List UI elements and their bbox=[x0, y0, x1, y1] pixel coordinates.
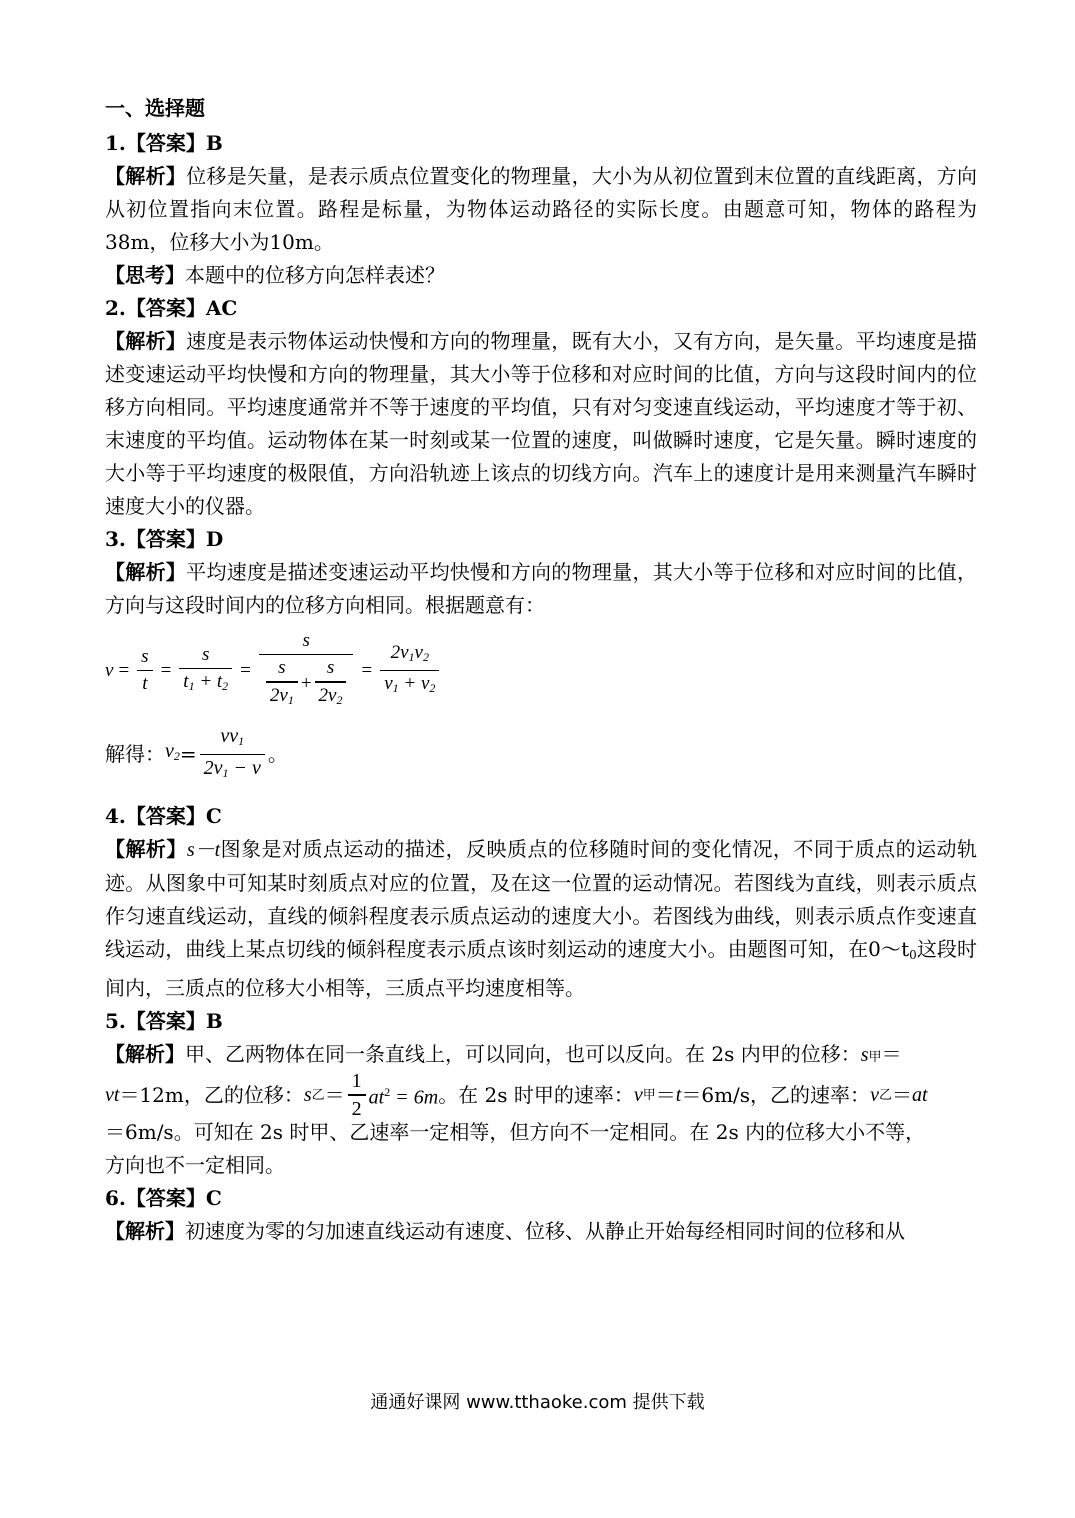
q1-analysis bbox=[105, 160, 977, 259]
q5-answer: 5.【答案】B bbox=[105, 1009, 223, 1034]
q3-answer: 3.【答案】D bbox=[105, 527, 224, 551]
q1-answer: 1.【答案】B bbox=[105, 131, 223, 155]
q2-answer: 2.【答案】AC bbox=[105, 296, 238, 320]
analysis-label: 【解析】 bbox=[105, 837, 187, 862]
q4-analysis-text: 图象是对质点运动的描述，反映质点的位移随时间的变化情况，不同于质点的运动轨迹。从图象中可知某时刻质点对应的位置，及在这一位置的运动情况。若图线为直线，则表示质点作匀速直线运动，直线的倾斜程度表示质点运动的速度大小。若图线为曲线，则表示质点作变速直线运动，曲线上某点切线的倾斜程度表示质点该时刻运动的速度大小。由题图可知，在0～t bbox=[105, 837, 978, 962]
q1-think bbox=[105, 259, 977, 292]
q3-solution: 解得： $v_2$ = $\frac{vv_1}{2v_1 - v}$ 。 bbox=[105, 724, 288, 781]
analysis-label: 【解析】 bbox=[105, 1219, 185, 1244]
q3-equation: v = $\frac{s}{t}$ = $\frac{s}{t_1 + t_2}$ = s $\frac{s}{2v_1}$ + $\frac{s}{2v_2}$ = $\frac{2v_1v_2}{v_1 + v_2}$ bbox=[105, 628, 977, 713]
q6-analysis-text: 初速度为零的匀加速直线运动有速度、位移、从静止开始每经相同时间的位移和从 bbox=[185, 1219, 905, 1244]
q6-answer: 6.【答案】C bbox=[105, 1186, 222, 1211]
section-title: 一、选择题 bbox=[105, 96, 205, 120]
q5-line4: 方向也不一定相同。 bbox=[105, 1153, 285, 1178]
q6-analysis bbox=[105, 1215, 977, 1248]
q4-st: s－t bbox=[186, 839, 221, 862]
q3-analysis bbox=[105, 556, 977, 622]
q5-analysis: 【解析】甲、乙两物体在同一条直线上，可以同向，也可以反向。在 2s 内甲的位移：s甲＝ bbox=[105, 1042, 902, 1067]
q4-analysis: 【解析】s－t图象是对质点运动的描述，反映质点的位移随时间的变化情况，不同于质点的运动轨迹。从图象中可知某时刻质点对应的位置，及在这一位置的运动情况。若图线为直线，则表示质点作匀速直线运动，直线的倾斜程度表示质点运动的速度大小。若图线为曲线，则表示质点作变速直线运动，曲线上某点切线的倾斜程度表示质点该时刻运动的速度大小。由题图可知，在$0\sim t_0$这段时间内，三质点的位移大小相等，三质点平均速度相等。 bbox=[105, 837, 978, 1001]
solve-end: 。 bbox=[267, 741, 288, 766]
analysis-label: 【解析】 bbox=[105, 329, 187, 353]
q1-think-text: 本题中的位移方向怎样表述？ bbox=[185, 263, 445, 287]
q4-analysis-end: 这段时间内，三质点的位移大小相等，三质点平均速度相等。 bbox=[105, 937, 978, 1001]
q3-analysis-text: 平均速度是描述变速运动平均快慢和方向的物理量，其大小等于位移和对应时间的比值，方向与这段时间内的位移方向相同。根据题意有： bbox=[105, 560, 978, 617]
think-label: 【思考】 bbox=[105, 263, 185, 287]
analysis-label: 【解析】 bbox=[105, 560, 187, 584]
q5-line1: 甲、乙两物体在同一条直线上，可以同向，也可以反向。在 2s 内甲的位移： bbox=[185, 1042, 861, 1067]
q5-line2: vt ＝12m，乙的位移： s 乙 ＝ $\frac{1}{2}$ $at^2 = 6m$ 。在 2s 时甲的速率： v 甲 ＝ t ＝6m/s，乙的速率： v 乙 ＝ at bbox=[105, 1070, 928, 1120]
q5-line3: ＝6m/s。可知在 2s 时甲、乙速率一定相等，但方向不一定相同。在 2s 内的位移大小不等， bbox=[105, 1120, 926, 1145]
analysis-label: 【解析】 bbox=[105, 1042, 185, 1067]
q4-answer: 4.【答案】C bbox=[105, 804, 222, 829]
solve-label: 解得： bbox=[105, 741, 165, 766]
q2-analysis-text: 速度是表示物体运动快慢和方向的物理量，既有大小，又有方向，是矢量。平均速度是描述变速运动平均快慢和方向的物理量，其大小等于位移和对应时间的比值，方向与这段时间内的位移方向相同。平均速度通常并不等于速度的平均值，只有对匀变速直线运动，平均速度才等于初、末速度的平均值。运动物体在某一时刻或某一位置的速度，叫做瞬时速度，它是矢量。瞬时速度的大小等于平均速度的极限值，方向沿轨迹上该点的切线方向。汽车上的速度计是用来测量汽车瞬时速度大小的仪器。 bbox=[105, 329, 978, 518]
analysis-label: 【解析】 bbox=[105, 164, 187, 188]
q1-analysis-text: 位移是矢量，是表示质点位置变化的物理量，大小为从初位置到末位置的直线距离，方向从初位置指向末位置。路程是标量，为物体运动路径的实际长度。由题意可知，物体的路程为38m，位移大小为10m。 bbox=[105, 164, 978, 254]
document-body bbox=[105, 92, 977, 1248]
q2-analysis bbox=[105, 325, 977, 523]
page-footer: 通通好课网 www.tthaoke.com 提供下载 bbox=[370, 1392, 705, 1413]
